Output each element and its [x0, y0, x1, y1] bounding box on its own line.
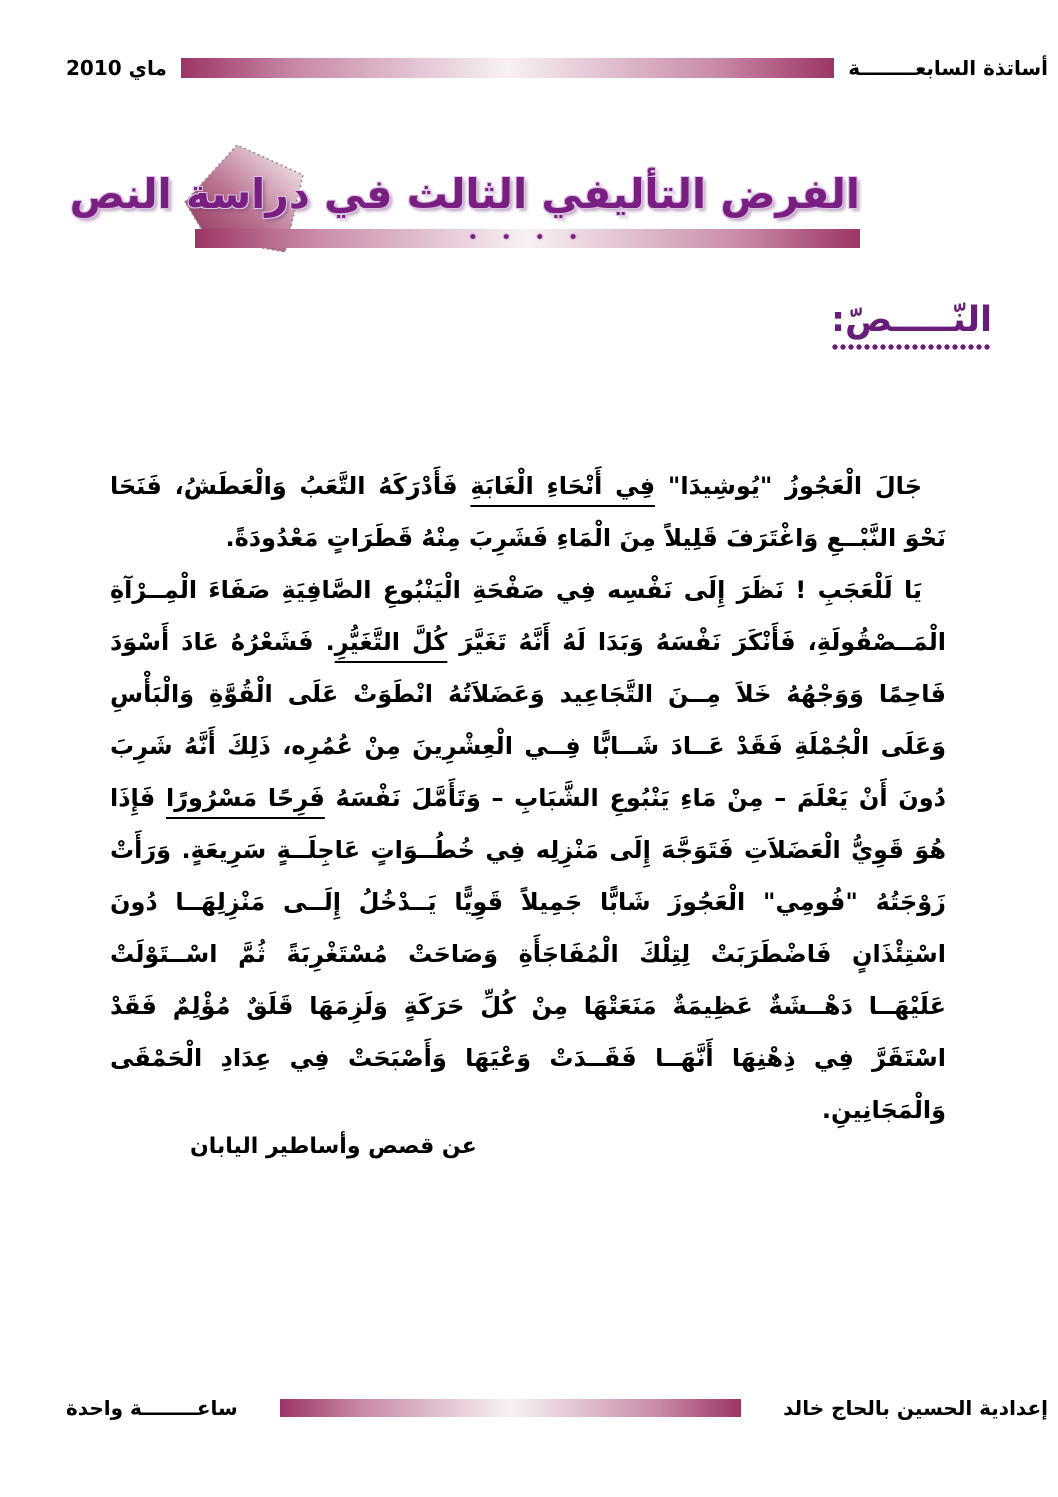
underlined-phrase: فِي أَنْحَاءِ الْغَابَةِ — [470, 472, 656, 500]
heading-decorative-underline — [831, 343, 992, 351]
page-footer — [66, 1396, 1048, 1420]
dots-decoration: • • • • — [467, 227, 588, 248]
text-segment: فَإِذَا هُوَ قَوِيُّ الْعَضَلاَتِ فَتَوَجَّهَ إِلَى مَنْزِلِه فِي خُطُــوَاتٍ عَاجِلَــةٍ سَرِيعَةٍ. وَرَأَتْ زَوْجَتُهُ "فُومِي" الْعَجُوزَ شَابًّا جَمِيلاً قَوِيًّا يَــدْخُلُ إِلَــى مَنْزِلِهَــا دُونَ اسْتِئْذَانٍ فَاضْطَرَبَتْ لِتِلْكَ الْمُفَاجَأَةِ وَصَاحَتْ مُسْتَغْرِبَةً ثُمَّ اسْــتَوْلَتْ عَلَيْهَــا دَهْــشَةٌ عَظِيمَةٌ مَنَعَتْهَا مِنْ كُلِّ حَرَكَةٍ وَلَزِمَهَا قَلَقٌ مُؤْلِمٌ فَقَدْ اسْتَقَرَّ فِي ذِهْنِهَا أَنَّهَــا فَقَــدَتْ وَعْيَهَا وَأَصْبَحَتْ فِي عِدَادِ الْحَمْقَى وَالْمَجَانِينِ. — [110, 784, 946, 1124]
page-title: الفرض التأليفي الثالث في دراسة النص — [69, 170, 860, 218]
header-class-label: أساتذة السابعــــــــة — [848, 56, 1048, 80]
body-text — [110, 460, 946, 1136]
header-date: ماي 2010 — [66, 56, 167, 80]
attribution-line: عن قصص وأساطير اليابان — [190, 1134, 477, 1159]
footer-divider-bar — [280, 1399, 741, 1417]
text-segment: . فَشَعْرُهُ عَادَ أَسْوَدَ فَاحِمًا وَوَجْهُهُ خَلاَ مِــنَ التَّجَاعِيد وَعَضَلاَتُهُ انْطَوَتْ عَلَى الْقُوَّةِ وَالْبَأْسِ وَعَلَى الْجُمْلَةِ فَقَدْ عَــادَ شَــابًّا فِــي الْعِشْرِينَ مِنْ عُمُرِه، ذَلِكَ أَنَّهُ شَرِبَ دُونَ أَنْ يَعْلَمَ – مِنْ مَاءِ يَنْبُوعِ الشَّبَابِ – وَتَأَمَّلَ نَفْسَهُ — [110, 628, 946, 812]
text-segment: يَا لَلْعَجَبِ ! نَظَرَ إِلَى نَفْسِه فِي صَفْحَةِ الْيَنْبُوعِ الصَّافِيَةِ صَفَاءَ الْمِــرْآةِ الْمَــصْقُولَةِ، فَأَنْكَرَ نَفْسَهُ وَبَدَا لَهُ أَنَّهُ تَغَيَّرَ — [110, 576, 946, 656]
text-section-heading — [831, 300, 992, 351]
header-divider-bar — [181, 58, 834, 78]
text-segment: فَأَدْرَكَهُ التَّعَبُ وَالْعَطَشُ، فَنَحَا نَحْوَ النَّبْــعِ وَاغْتَرَفَ قَلِيلاً مِنَ الْمَاءِ فَشَرِبَ مِنْهُ قَطَرَاتٍ مَعْدُودَةً. — [110, 472, 946, 552]
page-header — [66, 56, 1048, 80]
paragraph — [110, 460, 946, 564]
title-underline-bar — [195, 229, 860, 248]
title-banner — [69, 142, 860, 248]
underlined-phrase: فَرِحًا مَسْرُورًا — [165, 784, 325, 812]
underlined-phrase: كُلَّ التَّغَيُّرِ — [334, 628, 448, 656]
text-segment: جَالَ الْعَجُوزُ "يُوشِيدَا" — [655, 472, 922, 500]
section-heading-label: النّـــــصّ: — [831, 300, 992, 340]
footer-school-name: إعدادية الحسين بالحاج خالد — [783, 1396, 1048, 1420]
footer-duration: ساعــــــــة واحدة — [66, 1396, 238, 1420]
paragraph — [110, 564, 946, 1136]
